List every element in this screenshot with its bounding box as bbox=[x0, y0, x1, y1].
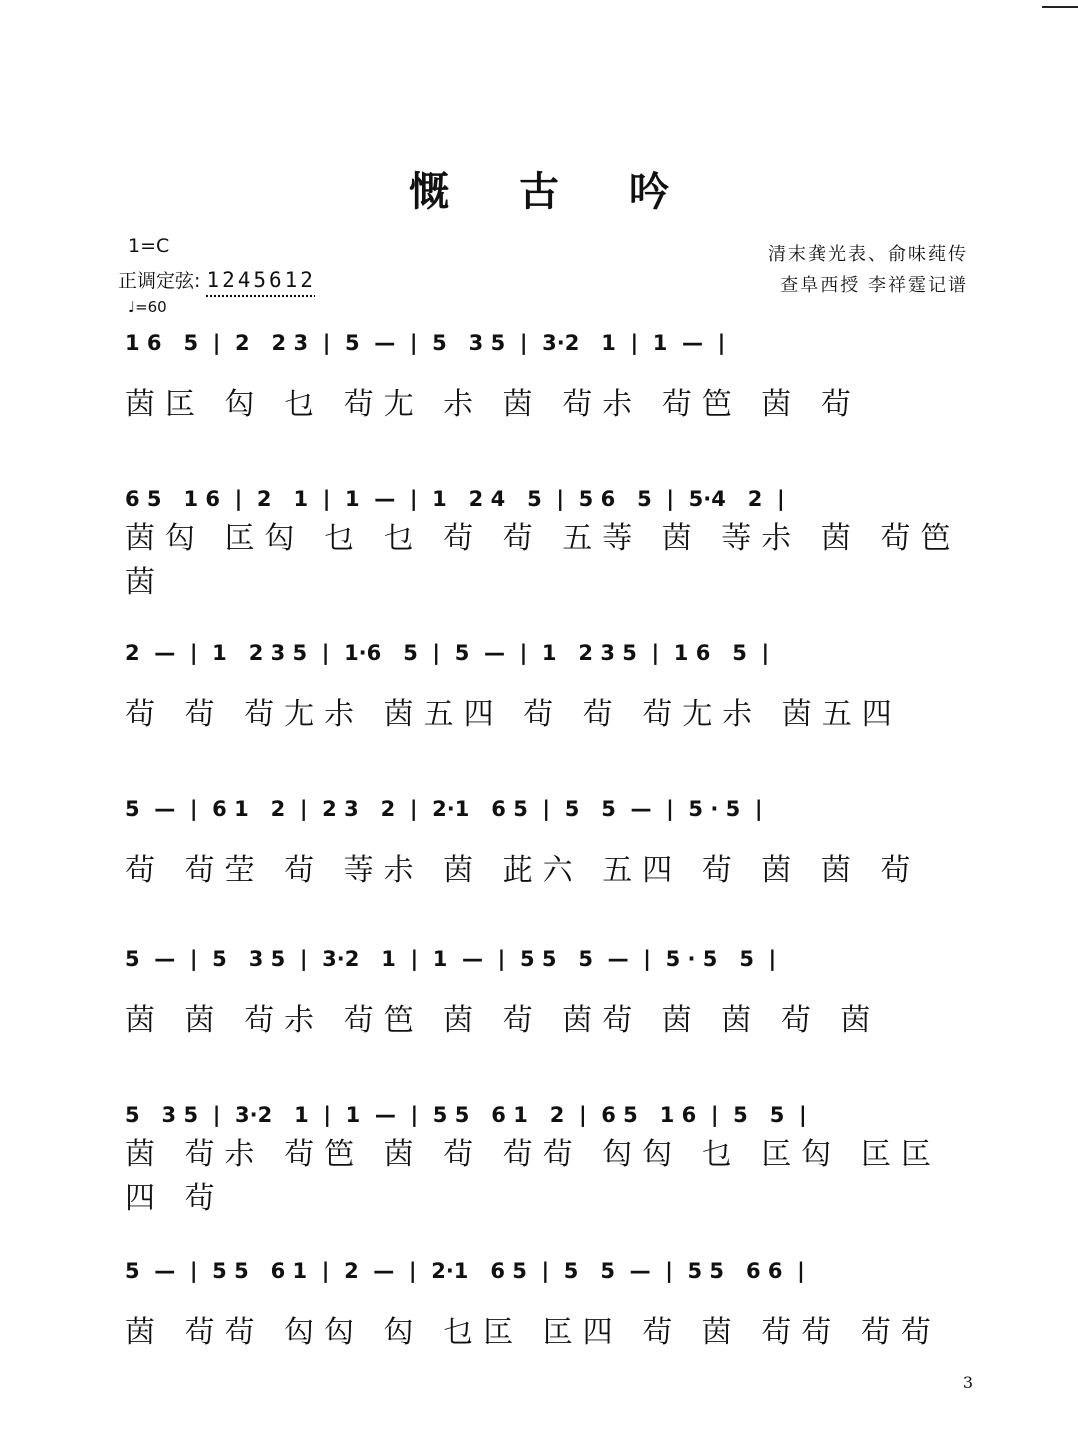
tempo-marking: ♩=60 bbox=[128, 298, 167, 316]
jianzipu-tablature: 茍 茍茔 茍 䓁尗 茵 茈六 五四 茍 茵 茵 茍 bbox=[125, 853, 921, 888]
score-line-3 bbox=[125, 632, 980, 740]
score-line-4 bbox=[125, 788, 980, 896]
key-signature: 1=C bbox=[128, 235, 170, 257]
jianzipu-tablature: 茵匃 匞匃 乜 乜 茍 茍 五䓁 茵 䓁尗 茵 茍笆茵 bbox=[125, 521, 961, 600]
jianpu-notes: 5 — | 5 5 6 1 | 2 — | 2·1 6 5 | 5 5 — | 5 5 6 6 | bbox=[125, 1259, 805, 1283]
score-line-2 bbox=[125, 478, 980, 600]
page-edge-mark bbox=[1042, 0, 1078, 8]
score-line-5 bbox=[125, 938, 980, 1046]
jianzipu-tablature: 茵 茵 茍尗 茍笆 茵 茍 茵茍 茵 茵 茍 茵 bbox=[125, 1003, 881, 1038]
credit-transmission: 清末龚光表、俞味莼传 bbox=[768, 244, 968, 265]
jianpu-notes: 2 — | 1 2 3 5 | 1·6 5 | 5 — | 1 2 3 5 | 1 6 5 | bbox=[125, 641, 770, 665]
credit-notation: 查阜西授 李祥霆记谱 bbox=[780, 275, 968, 296]
jianpu-notes: 5 — | 5 3 5 | 3·2 1 | 1 — | 5 5 5 — | 5 · 5 5 | bbox=[125, 947, 777, 971]
page-number: 3 bbox=[962, 1373, 973, 1392]
jianpu-notes: 5 3 5 | 3·2 1 | 1 — | 5 5 6 1 2 | 6 5 1 6 | 5 5 | bbox=[125, 1103, 807, 1127]
jianzipu-tablature: 茵匞 匃 乜 茍尢 尗 茵 茍尗 茍笆 茵 茍 bbox=[125, 387, 861, 422]
jianzipu-tablature: 茵 茍尗 茍笆 茵 茍 茍茍 匃匃 乜 匞匃 匞匞 四 茍 bbox=[125, 1137, 941, 1216]
jianzipu-tablature: 茵 茍茍 匃匃 匃 乜匞 匞四 茍 茵 茍茍 茍茍 bbox=[125, 1315, 941, 1350]
score-line-7 bbox=[125, 1250, 980, 1358]
jianpu-notes: 1 6 5 | 2 2 3 | 5 — | 5 3 5 | 3·2 1 | 1 — | bbox=[125, 331, 726, 355]
score-line-6 bbox=[125, 1094, 980, 1216]
tuning-label: 正调定弦: bbox=[118, 270, 201, 292]
score-line-1 bbox=[125, 322, 980, 430]
jianpu-notes: 5 — | 6 1 2 | 2 3 2 | 2·1 6 5 | 5 5 — | 5 · 5 | bbox=[125, 797, 763, 821]
tuning-value: 1245612 bbox=[206, 268, 316, 292]
piece-title: 慨古吟 bbox=[409, 168, 739, 215]
jianzipu-tablature: 茍 茍 茍尢尗 茵五四 茍 茍 茍尢尗 茵五四 bbox=[125, 697, 902, 732]
tuning-line bbox=[118, 266, 316, 293]
jianpu-notes: 6 5 1 6 | 2 1 | 1 — | 1 2 4 5 | 5 6 5 | 5·4 2 | bbox=[125, 487, 785, 511]
